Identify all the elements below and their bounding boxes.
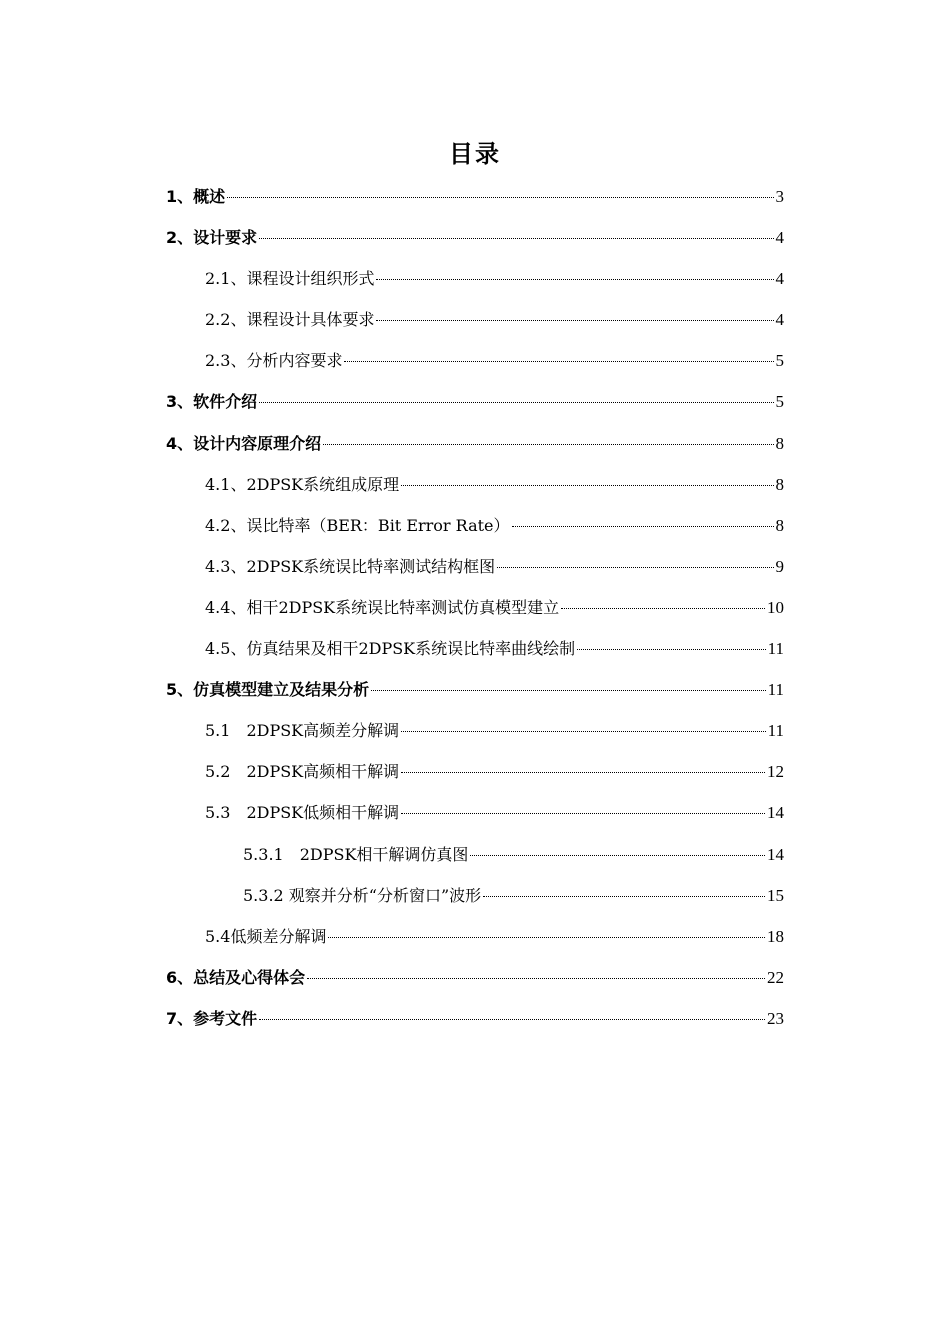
dot-leader xyxy=(512,526,774,527)
dot-leader xyxy=(376,279,773,280)
dot-leader xyxy=(259,402,773,403)
toc-page-number: 9 xyxy=(775,556,784,576)
toc-page-number: 22 xyxy=(767,967,784,987)
dot-leader xyxy=(259,238,773,239)
toc-entry-label: 4.2、误比特率（BER：Bit Error Rate） xyxy=(205,515,510,535)
dot-leader xyxy=(577,649,765,650)
dot-leader xyxy=(371,690,765,691)
dot-leader xyxy=(401,485,773,486)
toc-page-number: 8 xyxy=(775,474,784,494)
toc-entry-4-2[interactable] xyxy=(166,511,784,552)
toc-entry-label: 6、总结及心得体会 xyxy=(166,967,306,987)
toc-entry-2-3[interactable] xyxy=(166,346,784,387)
toc-page-number: 23 xyxy=(767,1008,784,1028)
toc-entry-5-1[interactable] xyxy=(166,716,784,757)
dot-leader xyxy=(376,320,773,321)
dot-leader xyxy=(259,1019,765,1020)
toc-entry-label: 5.3.2 观察并分析“分析窗口”波形 xyxy=(243,885,482,905)
dot-leader xyxy=(344,361,773,362)
toc-entry-label: 3、软件介绍 xyxy=(166,392,258,412)
toc-entry-label: 5.2 2DPSK高频相干解调 xyxy=(205,762,400,782)
toc-page-number: 10 xyxy=(767,597,784,617)
toc-entry-2-2[interactable] xyxy=(166,305,784,346)
toc-entry-4-5[interactable] xyxy=(166,634,784,675)
toc-entry-4-1[interactable] xyxy=(166,470,784,511)
dot-leader xyxy=(470,855,765,856)
toc-entry-4-4[interactable] xyxy=(166,593,784,634)
toc-entry-label: 5.4低频差分解调 xyxy=(205,926,327,946)
dot-leader xyxy=(497,567,773,568)
toc-entry-label: 5.3 2DPSK低频相干解调 xyxy=(205,803,400,823)
toc-entry-2-1[interactable] xyxy=(166,264,784,305)
toc-page-number: 5 xyxy=(775,392,784,412)
toc-entry-label: 5、仿真模型建立及结果分析 xyxy=(166,680,370,700)
toc-entry-5-2[interactable] xyxy=(166,757,784,798)
toc-entry-2[interactable] xyxy=(166,223,784,264)
toc-entry-label: 4.1、2DPSK系统组成原理 xyxy=(205,474,400,494)
toc-entry-label: 2、设计要求 xyxy=(166,228,258,248)
toc-page-number: 4 xyxy=(775,269,784,289)
toc-entry-label: 4、设计内容原理介绍 xyxy=(166,433,322,453)
toc-page-number: 11 xyxy=(767,680,784,700)
dot-leader xyxy=(561,608,765,609)
dot-leader xyxy=(227,197,773,198)
toc-page-number: 4 xyxy=(775,228,784,248)
toc-page-number: 8 xyxy=(775,515,784,535)
toc-entry-3[interactable] xyxy=(166,387,784,428)
toc-entry-6[interactable] xyxy=(166,963,784,1004)
toc-page-number: 14 xyxy=(767,803,784,823)
toc-entry-5-3-2[interactable] xyxy=(166,881,784,922)
toc-page-number: 5 xyxy=(775,351,784,371)
toc-entry-label: 5.3.1 2DPSK相干解调仿真图 xyxy=(243,844,469,864)
toc-entry-5[interactable] xyxy=(166,675,784,716)
toc-entry-label: 1、概述 xyxy=(166,187,226,206)
toc-entry-label: 2.2、课程设计具体要求 xyxy=(205,310,375,330)
toc-entry-label: 5.1 2DPSK高频差分解调 xyxy=(205,721,400,741)
toc-entry-7[interactable] xyxy=(166,1004,784,1045)
toc-page-number: 11 xyxy=(767,639,784,659)
toc-page-number: 11 xyxy=(767,721,784,741)
dot-leader xyxy=(323,444,773,445)
toc-entry-label: 2.1、课程设计组织形式 xyxy=(205,269,375,289)
dot-leader xyxy=(401,731,765,732)
toc-page-number: 18 xyxy=(767,926,784,946)
dot-leader xyxy=(401,813,765,814)
toc-entry-5-3-1[interactable] xyxy=(166,840,784,881)
toc-entry-label: 4.4、相干2DPSK系统误比特率测试仿真模型建立 xyxy=(205,597,560,617)
toc-entry-label: 7、参考文件 xyxy=(166,1008,258,1028)
toc-entry-4[interactable] xyxy=(166,429,784,470)
toc-page-number: 15 xyxy=(767,885,784,905)
toc-entry-5-4[interactable] xyxy=(166,922,784,963)
toc-page-number: 14 xyxy=(767,844,784,864)
toc-page-number: 3 xyxy=(775,187,784,206)
toc-title: 目录 xyxy=(449,140,501,168)
toc-entry-label: 2.3、分析内容要求 xyxy=(205,351,343,371)
toc-entry-4-3[interactable] xyxy=(166,552,784,593)
toc-page-number: 12 xyxy=(767,762,784,782)
toc-entry-label: 4.5、仿真结果及相干2DPSK系统误比特率曲线绘制 xyxy=(205,639,576,659)
toc-entry-label: 4.3、2DPSK系统误比特率测试结构框图 xyxy=(205,556,496,576)
dot-leader xyxy=(483,896,765,897)
toc-page-number: 8 xyxy=(775,433,784,453)
dot-leader xyxy=(401,772,765,773)
dot-leader xyxy=(307,978,765,979)
dot-leader xyxy=(328,937,765,938)
table-of-contents xyxy=(166,182,784,1045)
toc-entry-1[interactable] xyxy=(166,182,784,223)
toc-page-number: 4 xyxy=(775,310,784,330)
toc-entry-5-3[interactable] xyxy=(166,798,784,839)
